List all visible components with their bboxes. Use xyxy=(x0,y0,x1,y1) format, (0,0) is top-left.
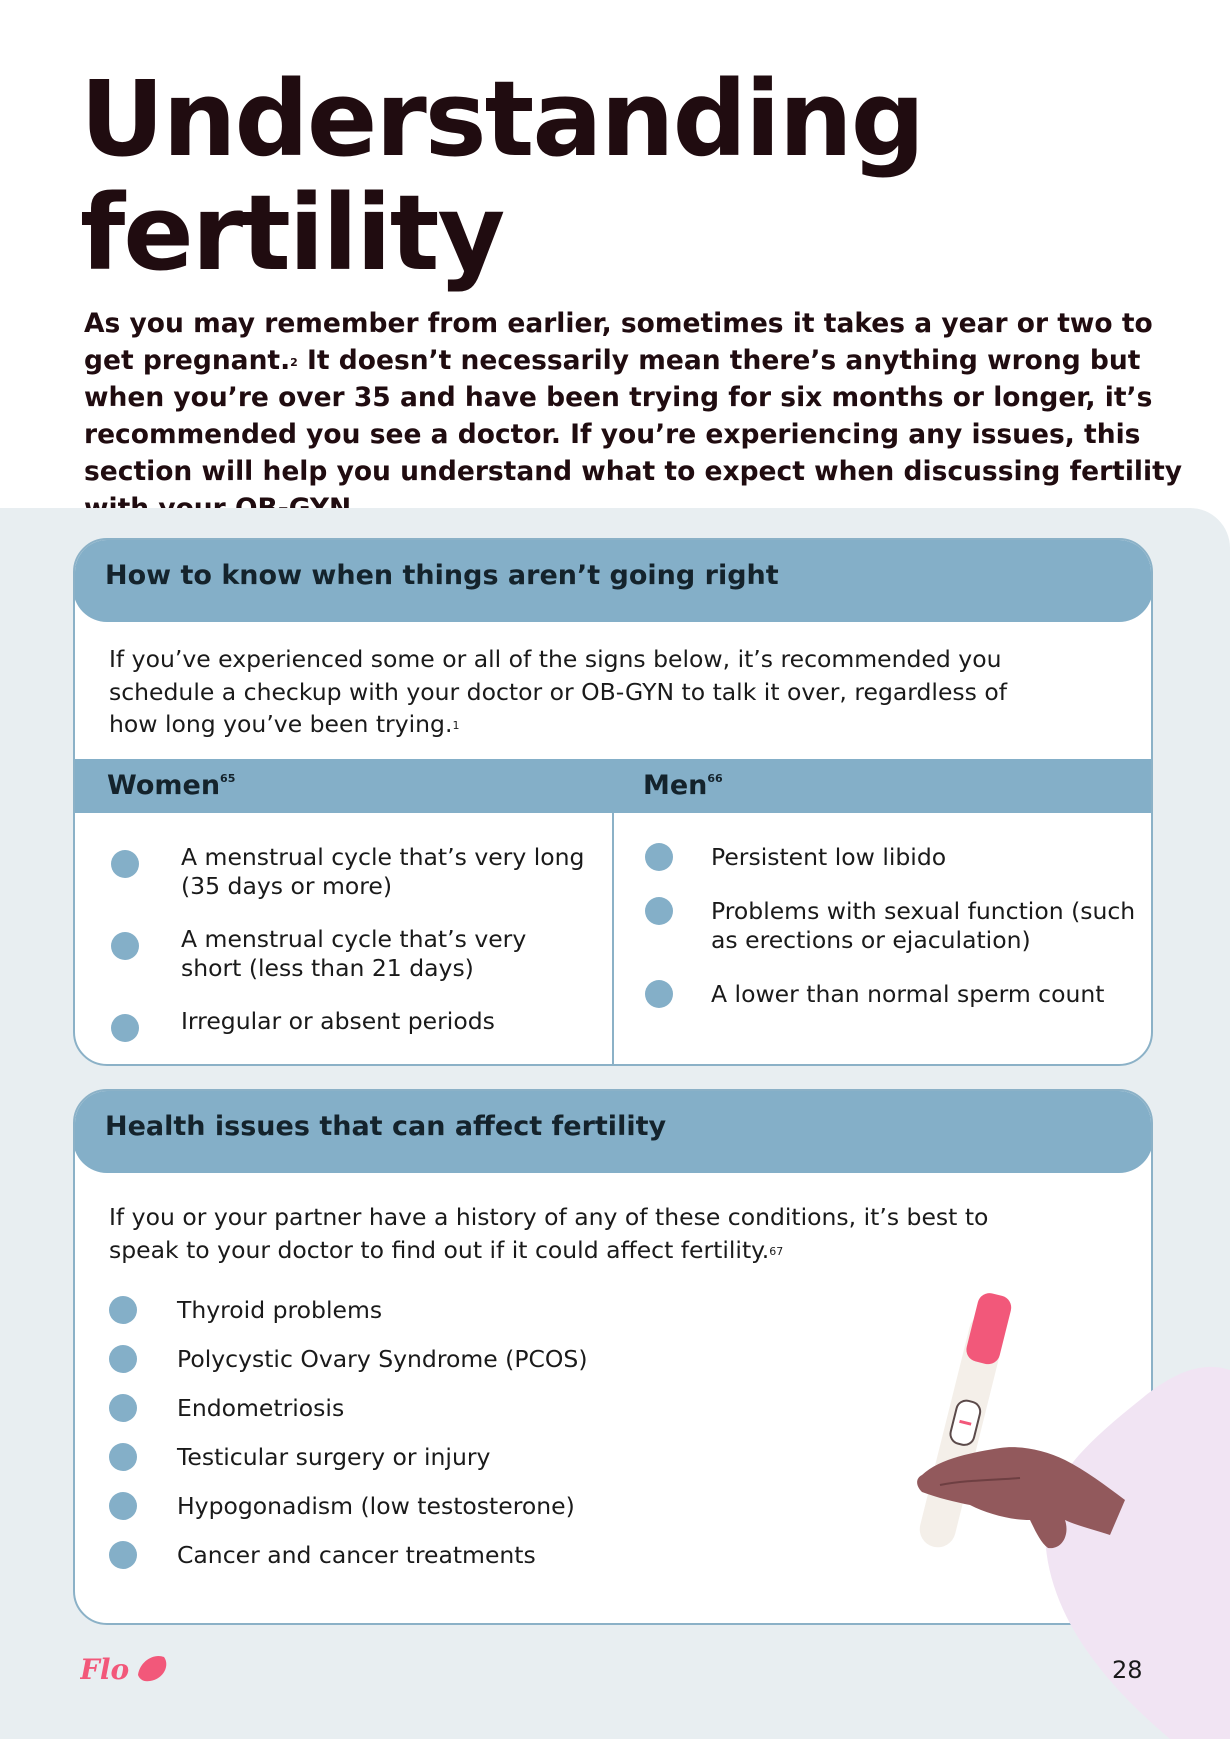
flo-logo xyxy=(80,1649,170,1689)
list-item-text: Thyroid problems xyxy=(177,1296,383,1324)
list-item-text: A lower than normal sperm count xyxy=(711,980,1105,1008)
list-item-text: Polycystic Ovary Syndrome (PCOS) xyxy=(177,1345,588,1373)
list-item xyxy=(109,1442,809,1491)
bullet-icon xyxy=(645,980,673,1008)
women-column-heading xyxy=(107,770,235,801)
list-item-text: Irregular or absent periods xyxy=(181,1007,495,1035)
footnote-ref: 2 xyxy=(290,356,298,369)
page-title xyxy=(80,58,924,294)
list-item-text: Testicular surgery or injury xyxy=(177,1443,491,1471)
bullet-icon xyxy=(111,850,139,878)
bullet-icon xyxy=(109,1394,137,1422)
women-signs-list xyxy=(111,843,591,1060)
bullet-icon xyxy=(111,932,139,960)
list-item xyxy=(645,980,1145,1009)
signs-card-text-body: If you’ve experienced some or all of the signs below, it’s recommended you schedule a checkup with your doctor or OB-GYN to talk it over, regardless of how long you’ve been trying. xyxy=(109,645,1008,738)
pregnancy-test-hand-illustration xyxy=(870,1280,1230,1739)
list-item xyxy=(109,1393,809,1442)
health-issues-list xyxy=(109,1295,809,1589)
health-issues-text-body: If you or your partner have a history of any of these conditions, it’s best to speak to your doctor to find out if it could affect fertility. xyxy=(109,1203,989,1264)
column-divider xyxy=(612,813,614,1066)
bullet-icon xyxy=(109,1296,137,1324)
list-item xyxy=(109,1344,809,1393)
women-label: Women xyxy=(107,770,221,801)
bullet-icon xyxy=(109,1345,137,1373)
health-issues-heading: Health issues that can affect fertility xyxy=(73,1089,1153,1173)
list-item xyxy=(109,1295,809,1344)
list-item xyxy=(109,1540,809,1589)
list-item-text: A menstrual cycle that’s very long (35 days or more) xyxy=(181,843,585,900)
men-label: Men xyxy=(643,770,708,801)
signs-card xyxy=(73,538,1153,1066)
list-item-text: Endometriosis xyxy=(177,1394,345,1422)
title-line-1: Understanding xyxy=(80,58,924,180)
list-item xyxy=(111,1007,591,1036)
footnote-ref: 65 xyxy=(220,772,236,785)
flo-logo-text: Flo xyxy=(80,1653,130,1686)
health-issues-text xyxy=(109,1201,1029,1266)
list-item-text: Persistent low libido xyxy=(711,843,947,871)
list-item-text: A menstrual cycle that’s very short (less than 21 days) xyxy=(181,925,527,982)
title-line-2: fertility xyxy=(80,172,504,294)
signs-card-text xyxy=(109,643,1029,741)
signs-card-heading: How to know when things aren’t going right xyxy=(73,538,1153,622)
column-header-bar xyxy=(73,759,1153,813)
page-number: 28 xyxy=(1112,1656,1143,1684)
footnote-ref: 66 xyxy=(707,772,723,785)
list-item xyxy=(645,843,1145,872)
bullet-icon xyxy=(109,1541,137,1569)
bullet-icon xyxy=(109,1443,137,1471)
list-item-text: Hypogonadism (low testosterone) xyxy=(177,1492,575,1520)
list-item-text: Problems with sexual function (such as erections or ejaculation) xyxy=(711,897,1136,954)
intro-paragraph xyxy=(84,305,1184,527)
intro-text-1: As you may remember from earlier, sometimes it takes a year or two to get pregnant. xyxy=(84,308,1153,376)
men-column-heading xyxy=(643,770,723,801)
intro-text-2: It doesn’t necessarily mean there’s anything wrong but when you’re over 35 and have been trying for six months or longer, it’s recommended you see a doctor. If you’re experiencing any issues, this section will help you understand what to expect when discussing fertility xyxy=(84,345,1183,487)
bullet-icon xyxy=(111,1014,139,1042)
bullet-icon xyxy=(645,897,673,925)
bullet-icon xyxy=(109,1492,137,1520)
footnote-ref: 67 xyxy=(769,1244,784,1258)
men-signs-list xyxy=(645,843,1145,1034)
list-item xyxy=(109,1491,809,1540)
list-item xyxy=(111,843,591,901)
list-item xyxy=(111,925,591,983)
list-item xyxy=(645,897,1145,955)
footnote-ref: 1 xyxy=(452,719,460,732)
list-item-text: Cancer and cancer treatments xyxy=(177,1541,536,1569)
bullet-icon xyxy=(645,843,673,871)
